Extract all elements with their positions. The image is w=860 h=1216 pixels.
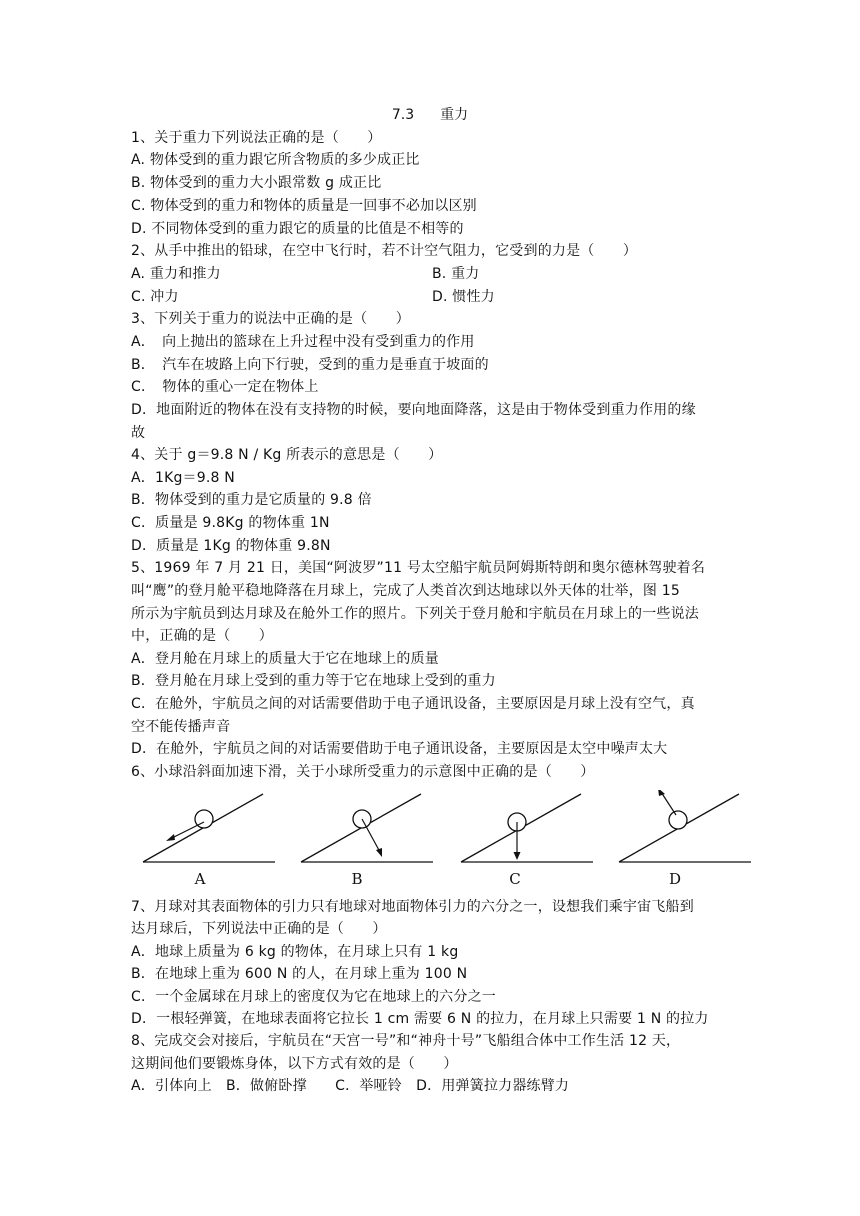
q5-stem-line1: 5、1969 年 7 月 21 日，美国“阿波罗”11 号太空船宇航员阿姆斯特朗和奥尔德林驾驶着名 — [131, 560, 706, 576]
q2-option-d: D. 惯性力 — [432, 289, 495, 305]
q5-stem-line3: 所示为宇航员到达月球及在舱外工作的照片。下列关于登月舱和宇航员在月球上的一些说法 — [131, 606, 699, 622]
q4-option-c: C．质量是 9.8Kg 的物体重 1N — [131, 515, 330, 531]
q5-stem-line4: 中，正确的是（ ） — [131, 628, 273, 644]
q3-option-d-line1: D．地面附近的物体在没有支持物的时候，要向地面降落，这是由于物体受到重力作用的缘 — [131, 402, 696, 418]
q7-option-b: B．在地球上重为 600 N 的人，在月球上重为 100 N — [131, 966, 468, 982]
q2-option-c: C. 冲力 — [131, 289, 179, 305]
q3-stem: 3、下列关于重力的说法中正确的是（ ） — [131, 311, 410, 327]
section-number: 7.3 — [391, 107, 415, 123]
q6-label-c: C — [509, 870, 521, 888]
q6-label-a: A — [194, 870, 206, 888]
q7-stem-line2: 达月球后，下列说法中正确的是（ ） — [131, 921, 387, 937]
q6-figure-c — [458, 790, 598, 890]
q7-option-a: A．地球上质量为 6 kg 的物体，在月球上只有 1 kg — [131, 944, 459, 960]
q8-stem-line1: 8、完成交会对接后，宇航员在“天宫一号”和“神舟十号”飞船组合体中工作生活 12 天， — [131, 1033, 681, 1049]
q1-stem: 1、关于重力下列说法正确的是（ ） — [131, 130, 382, 146]
page-title — [0, 104, 860, 126]
q4-option-a: A．1Kg＝9.8 N — [131, 470, 235, 486]
q6-figure-a — [140, 790, 280, 890]
q2-stem: 2、从手中推出的铅球，在空中飞行时，若不计空气阻力，它受到的力是（ ） — [131, 243, 638, 259]
q7-option-c: C．一个金属球在月球上的密度仅为它在地球上的六分之一 — [131, 989, 496, 1005]
q6-stem: 6、小球沿斜面加速下滑，关于小球所受重力的示意图中正确的是（ ） — [131, 764, 595, 780]
q6-label-d: D — [668, 870, 682, 888]
q2-option-a: A. 重力和推力 — [131, 266, 221, 282]
q1-option-b: B. 物体受到的重力大小跟常数 g 成正比 — [131, 175, 382, 191]
q1-option-c: C. 物体受到的重力和物体的质量是一回事不必加以区别 — [131, 198, 477, 214]
q6-figure-d — [616, 790, 756, 890]
q6-label-b: B — [351, 870, 363, 888]
q5-option-d: D．在舱外，宇航员之间的对话需要借助于电子通讯设备，主要原因是太空中噪声太大 — [131, 741, 668, 757]
q3-option-b: B． 汽车在坡路上向下行驶，受到的重力是垂直于坡面的 — [131, 357, 489, 373]
q4-stem: 4、关于 g＝9.8 N / Kg 所表示的意思是（ ） — [131, 447, 443, 463]
q5-stem-line2: 叫“鹰”的登月舱平稳地降落在月球上，完成了人类首次到达地球以外天体的壮举，图 15 — [131, 583, 680, 599]
q5-option-b: B．登月舱在月球上受到的重力等于它在地球上受到的重力 — [131, 673, 496, 689]
q5-option-c-line1: C．在舱外，宇航员之间的对话需要借助于电子通讯设备，主要原因是月球上没有空气，真 — [131, 696, 695, 712]
q7-option-d: D．一根轻弹簧，在地球表面将它拉长 1 cm 需要 6 N 的拉力，在月球上只需要 1 N 的拉力 — [131, 1011, 709, 1027]
q3-option-a: A． 向上抛出的篮球在上升过程中没有受到重力的作用 — [131, 334, 475, 350]
q8-options: A．引体向上 B．做俯卧撑 C．举哑铃 D．用弹簧拉力器练臂力 — [131, 1078, 570, 1094]
q1-option-d: D. 不同物体受到的重力跟它的质量的比值是不相等的 — [131, 221, 464, 237]
q8-stem-line2: 这期间他们要锻炼身体，以下方式有效的是（ ） — [131, 1056, 458, 1072]
q5-option-a: A．登月舱在月球上的质量大于它在地球上的质量 — [131, 651, 439, 667]
q1-option-a: A. 物体受到的重力跟它所含物质的多少成正比 — [131, 152, 420, 168]
q4-option-d: D．质量是 1Kg 的物体重 9.8N — [131, 538, 331, 554]
q7-stem-line1: 7、月球对其表面物体的引力只有地球对地面物体引力的六分之一，设想我们乘宇宙飞船到 — [131, 899, 694, 915]
section-title: 重力 — [440, 107, 469, 123]
q6-figures — [140, 790, 760, 890]
q5-option-c-line2: 空不能传播声音 — [131, 719, 231, 735]
q2-option-b: B. 重力 — [432, 266, 480, 282]
q3-option-c: C． 物体的重心一定在物体上 — [131, 379, 319, 395]
q6-figure-b — [298, 790, 438, 890]
q3-option-d-line2: 故 — [131, 425, 146, 441]
q4-option-b: B．物体受到的重力是它质量的 9.8 倍 — [131, 492, 372, 508]
